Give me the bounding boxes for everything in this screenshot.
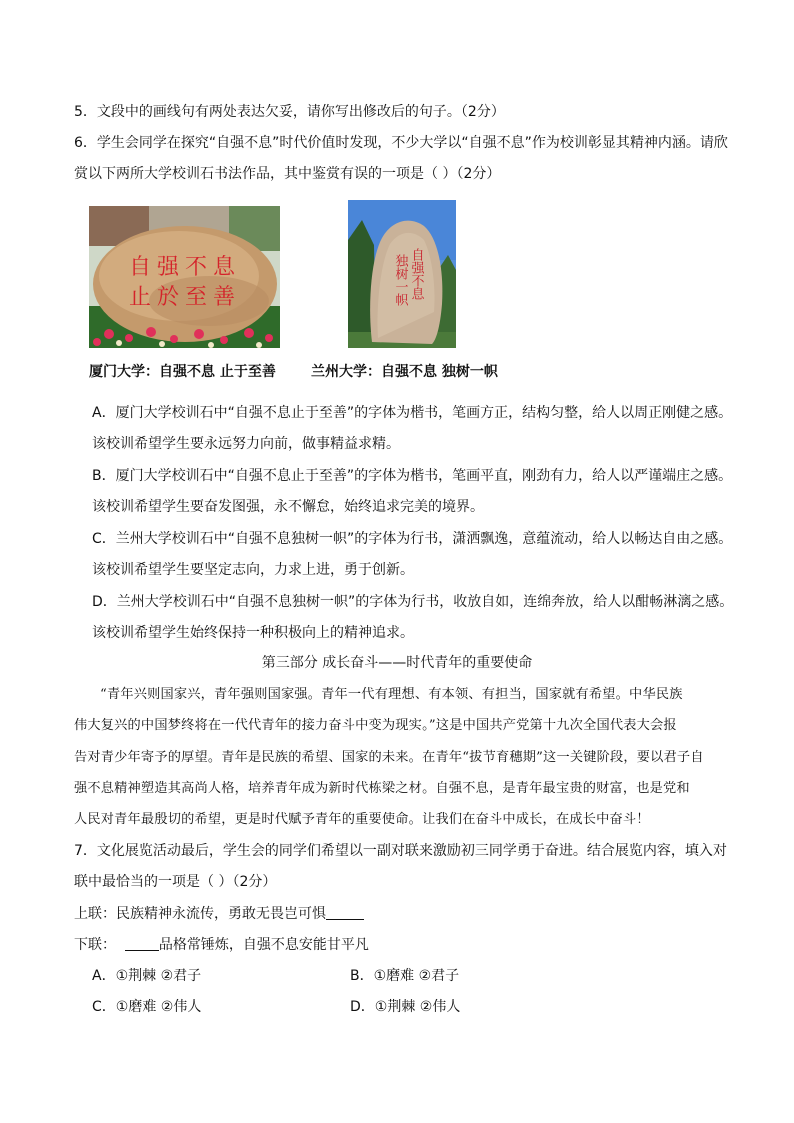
couplet-lower-prefix: 下联：	[74, 937, 116, 953]
q6-option-b-line2: 该校训希望学生要奋发图强，永不懈怠，始终追求完美的境界。	[92, 499, 484, 515]
lanzhou-caption: 兰州大学：自强不息 独树一帜	[311, 364, 498, 380]
question-5: 5．文段中的画线句有两处表达欠妥，请你写出修改后的句子。（2分）	[74, 104, 505, 120]
q6-option-d-line2: 该校训希望学生始终保持一种积极向上的精神追求。	[92, 625, 414, 641]
q7-option-d: D．①荆棘 ②伟人	[350, 999, 461, 1015]
q6-option-c-line1: C．兰州大学校训石中“自强不息独树一帜”的字体为行书，潇洒飘逸，意蕴流动，给人以畅达自由之感。	[92, 531, 733, 547]
question-6-line1: 6．学生会同学在探究“自强不息”时代价值时发现，不少大学以“自强不息”作为校训彰显其精神内涵。请欣	[74, 135, 728, 151]
passage-line-3: 告对青少年寄予的厚望。青年是民族的希望、国家的未来。在青年“拔节育穗期”这一关键阶段，要以君子自	[74, 750, 704, 765]
q7-option-b: B．①磨难 ②君子	[350, 968, 460, 984]
couplet-lower-text: 品格常锤炼，自强不息安能甘平凡	[158, 937, 369, 953]
xiamen-university-stone-photo	[89, 206, 280, 348]
q7-option-c: C．①磨难 ②伟人	[92, 999, 202, 1015]
passage-line-4: 强不息精神塑造其高尚人格，培养青年成为新时代栋梁之材。自强不息，是青年最宝贵的财富，也是党和	[74, 781, 690, 796]
couplet-upper-text: 上联：民族精神永流传，勇敢无畏岂可惧	[74, 906, 326, 922]
q6-option-d-line1: D．兰州大学校训石中“自强不息独树一帜”的字体为行书，收放自如，连绵奔放，给人以酣畅淋漓之感。	[92, 594, 734, 610]
passage-line-1: “青年兴则国家兴，青年强则国家强。青年一代有理想、有本领、有担当，国家就有希望。中华民族	[100, 687, 683, 702]
passage-line-5: 人民对青年最殷切的希望，更是时代赋予青年的重要使命。让我们在奋斗中成长，在成长中奋斗！	[74, 812, 650, 827]
lanzhou-motto-col2: 独树一帜	[392, 254, 408, 306]
question-6-line2: 赏以下两所大学校训石书法作品，其中鉴赏有误的一项是（ ）（2分）	[74, 166, 501, 182]
blank-1	[326, 905, 364, 920]
blank-2	[125, 936, 159, 951]
question-7-line1: 7．文化展览活动最后，学生会的同学们希望以一副对联来激励初三同学勇于奋进。结合展览内容，填入对	[74, 843, 727, 859]
lanzhou-motto-col1: 自强不息	[408, 248, 424, 300]
couplet-lower	[74, 935, 369, 955]
section-title: 第三部分 成长奋斗——时代青年的重要使命	[261, 655, 533, 671]
question-7-line2: 联中最恰当的一项是（ ）（2分）	[74, 874, 277, 890]
couplet-upper	[74, 904, 364, 924]
q7-option-a: A．①荆棘 ②君子	[92, 968, 202, 984]
q6-option-a-line1: A．厦门大学校训石中“自强不息止于至善”的字体为楷书，笔画方正，结构匀整，给人以周正刚健之感。	[92, 405, 733, 421]
q6-option-a-line2: 该校训希望学生要永远努力向前，做事精益求精。	[92, 436, 400, 452]
q6-option-b-line1: B．厦门大学校训石中“自强不息止于至善”的字体为楷书，笔画平直，刚劲有力，给人以严谨端庄之感。	[92, 468, 733, 484]
xiamen-motto-row1: 自强不息	[128, 255, 242, 280]
q6-option-c-line2: 该校训希望学生要坚定志向，力求上进，勇于创新。	[92, 562, 414, 578]
passage-line-2: 伟大复兴的中国梦终将在一代代青年的接力奋斗中变为现实。”这是中国共产党第十九次全国代表大会报	[74, 718, 677, 733]
xiamen-caption: 厦门大学：自强不息 止于至善	[89, 364, 276, 380]
xiamen-motto-row2: 止於至善	[128, 285, 242, 310]
lanzhou-university-stone-photo	[348, 200, 456, 348]
